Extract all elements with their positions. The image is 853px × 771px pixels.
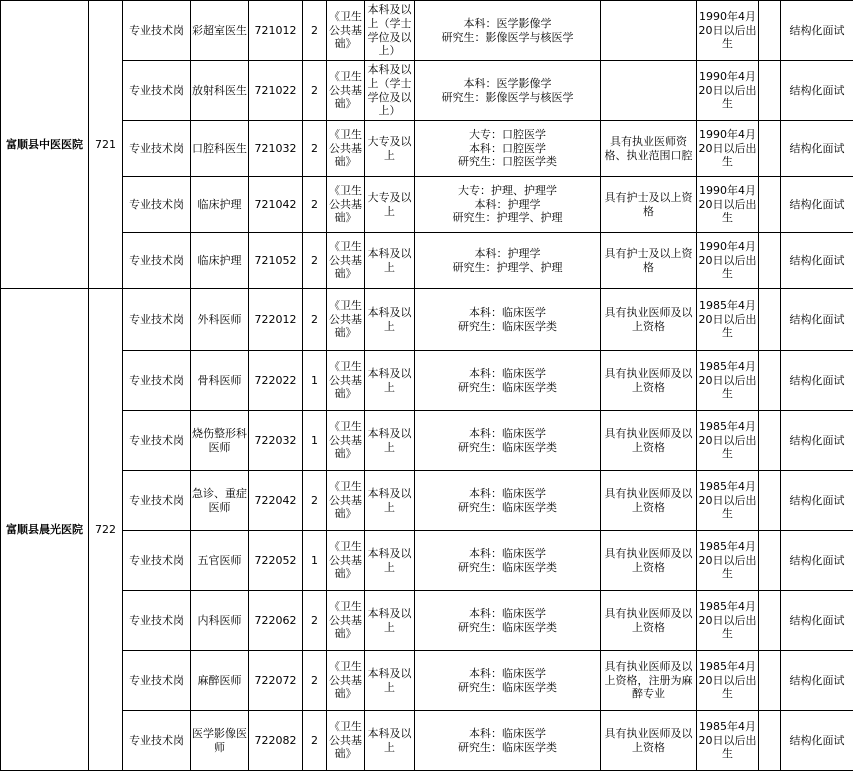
cell-hire-count: 2 — [303, 61, 327, 121]
cell-other-requirement: 具有执业医师及以上资格 — [601, 351, 697, 411]
cell-interview-method: 结构化面试 — [781, 471, 853, 531]
cell-interview-method: 结构化面试 — [781, 711, 853, 771]
cell-exam-subject: 《卫生公共基础》 — [327, 591, 365, 651]
table-row — [1, 591, 853, 651]
cell-education-requirement: 本科及以上 — [365, 591, 415, 651]
cell-interview-method: 结构化面试 — [781, 289, 853, 351]
cell-exam-subject: 《卫生公共基础》 — [327, 233, 365, 289]
cell-age-requirement: 1990年4月20日以后出生 — [697, 1, 759, 61]
cell-age-requirement: 1985年4月20日以后出生 — [697, 651, 759, 711]
cell-post-name: 临床护理 — [191, 177, 249, 233]
cell-age-requirement: 1985年4月20日以后出生 — [697, 471, 759, 531]
cell-post-category: 专业技术岗 — [123, 411, 191, 471]
cell-education-requirement: 本科及以上 — [365, 351, 415, 411]
cell-age-requirement: 1985年4月20日以后出生 — [697, 411, 759, 471]
cell-post-name: 彩超室医生 — [191, 1, 249, 61]
cell-education-requirement: 本科及以上 — [365, 289, 415, 351]
cell-interview-method: 结构化面试 — [781, 351, 853, 411]
cell-education-requirement: 本科及以上（学士学位及以上） — [365, 61, 415, 121]
cell-organization-code: 722 — [89, 289, 123, 771]
cell-post-code: 721052 — [249, 233, 303, 289]
cell-interview-method: 结构化面试 — [781, 1, 853, 61]
cell-interview-method: 结构化面试 — [781, 651, 853, 711]
cell-blank — [759, 651, 781, 711]
table-row — [1, 411, 853, 471]
cell-education-requirement: 大专及以上 — [365, 177, 415, 233]
cell-post-name: 急诊、重症医师 — [191, 471, 249, 531]
cell-age-requirement: 1985年4月20日以后出生 — [697, 351, 759, 411]
cell-hire-count: 2 — [303, 1, 327, 61]
cell-blank — [759, 177, 781, 233]
cell-education-requirement: 大专及以上 — [365, 121, 415, 177]
cell-hire-count: 2 — [303, 233, 327, 289]
cell-interview-method: 结构化面试 — [781, 121, 853, 177]
cell-post-name: 医学影像医师 — [191, 711, 249, 771]
cell-post-category: 专业技术岗 — [123, 121, 191, 177]
table-row — [1, 233, 853, 289]
cell-other-requirement: 具有执业医师及以上资格 — [601, 471, 697, 531]
cell-post-code: 721032 — [249, 121, 303, 177]
cell-hire-count: 2 — [303, 121, 327, 177]
cell-blank — [759, 411, 781, 471]
cell-age-requirement: 1990年4月20日以后出生 — [697, 121, 759, 177]
cell-post-code: 722012 — [249, 289, 303, 351]
cell-other-requirement: 具有执业医师及以上资格 — [601, 591, 697, 651]
cell-post-category: 专业技术岗 — [123, 1, 191, 61]
cell-hire-count: 1 — [303, 351, 327, 411]
cell-education-requirement: 本科及以上 — [365, 711, 415, 771]
cell-major-requirement: 本科：临床医学 研究生：临床医学类 — [415, 711, 601, 771]
cell-post-category: 专业技术岗 — [123, 471, 191, 531]
cell-organization: 富顺县晨光医院 — [1, 289, 89, 771]
cell-other-requirement: 具有护士及以上资格 — [601, 233, 697, 289]
cell-post-code: 721012 — [249, 1, 303, 61]
cell-post-category: 专业技术岗 — [123, 651, 191, 711]
cell-interview-method: 结构化面试 — [781, 177, 853, 233]
cell-post-category: 专业技术岗 — [123, 177, 191, 233]
cell-exam-subject: 《卫生公共基础》 — [327, 531, 365, 591]
cell-age-requirement: 1990年4月20日以后出生 — [697, 177, 759, 233]
cell-post-name: 麻醉医师 — [191, 651, 249, 711]
cell-post-code: 722022 — [249, 351, 303, 411]
cell-education-requirement: 本科及以上（学士学位及以上） — [365, 1, 415, 61]
cell-blank — [759, 471, 781, 531]
cell-hire-count: 2 — [303, 711, 327, 771]
cell-major-requirement: 本科：临床医学 研究生：临床医学类 — [415, 351, 601, 411]
cell-age-requirement: 1985年4月20日以后出生 — [697, 289, 759, 351]
table-row — [1, 711, 853, 771]
cell-hire-count: 1 — [303, 411, 327, 471]
cell-post-name: 烧伤整形科医师 — [191, 411, 249, 471]
cell-organization-code: 721 — [89, 1, 123, 289]
cell-hire-count: 1 — [303, 531, 327, 591]
cell-post-name: 外科医师 — [191, 289, 249, 351]
cell-age-requirement: 1985年4月20日以后出生 — [697, 531, 759, 591]
cell-major-requirement: 本科：临床医学 研究生：临床医学类 — [415, 289, 601, 351]
cell-age-requirement: 1990年4月20日以后出生 — [697, 61, 759, 121]
cell-age-requirement: 1990年4月20日以后出生 — [697, 233, 759, 289]
cell-major-requirement: 本科：护理学 研究生：护理学、护理 — [415, 233, 601, 289]
cell-post-code: 722082 — [249, 711, 303, 771]
cell-interview-method: 结构化面试 — [781, 531, 853, 591]
cell-post-category: 专业技术岗 — [123, 351, 191, 411]
cell-post-name: 五官医师 — [191, 531, 249, 591]
cell-exam-subject: 《卫生公共基础》 — [327, 121, 365, 177]
cell-post-code: 722042 — [249, 471, 303, 531]
cell-post-category: 专业技术岗 — [123, 233, 191, 289]
cell-major-requirement: 本科：临床医学 研究生：临床医学类 — [415, 591, 601, 651]
cell-post-code: 722062 — [249, 591, 303, 651]
cell-major-requirement: 本科：临床医学 研究生：临床医学类 — [415, 411, 601, 471]
cell-post-category: 专业技术岗 — [123, 591, 191, 651]
table-row — [1, 121, 853, 177]
table-row — [1, 651, 853, 711]
cell-age-requirement: 1985年4月20日以后出生 — [697, 591, 759, 651]
cell-blank — [759, 591, 781, 651]
cell-hire-count: 2 — [303, 471, 327, 531]
cell-post-name: 放射科医生 — [191, 61, 249, 121]
cell-major-requirement: 大专：口腔医学 本科：口腔医学 研究生：口腔医学类 — [415, 121, 601, 177]
cell-post-code: 721042 — [249, 177, 303, 233]
cell-post-category: 专业技术岗 — [123, 61, 191, 121]
cell-exam-subject: 《卫生公共基础》 — [327, 711, 365, 771]
cell-post-name: 骨科医师 — [191, 351, 249, 411]
cell-education-requirement: 本科及以上 — [365, 233, 415, 289]
cell-blank — [759, 1, 781, 61]
cell-exam-subject: 《卫生公共基础》 — [327, 177, 365, 233]
cell-post-code: 722072 — [249, 651, 303, 711]
cell-major-requirement: 本科：医学影像学 研究生：影像医学与核医学 — [415, 61, 601, 121]
cell-other-requirement: 具有执业医师及以上资格 — [601, 711, 697, 771]
cell-major-requirement: 本科：临床医学 研究生：临床医学类 — [415, 531, 601, 591]
cell-exam-subject: 《卫生公共基础》 — [327, 651, 365, 711]
cell-exam-subject: 《卫生公共基础》 — [327, 351, 365, 411]
table-row — [1, 177, 853, 233]
cell-post-name: 口腔科医生 — [191, 121, 249, 177]
cell-exam-subject: 《卫生公共基础》 — [327, 61, 365, 121]
table-row — [1, 351, 853, 411]
cell-post-category: 专业技术岗 — [123, 289, 191, 351]
cell-other-requirement: 具有执业医师资格、执业范围口腔 — [601, 121, 697, 177]
cell-other-requirement: 具有护士及以上资格 — [601, 177, 697, 233]
cell-exam-subject: 《卫生公共基础》 — [327, 289, 365, 351]
cell-other-requirement — [601, 61, 697, 121]
cell-interview-method: 结构化面试 — [781, 233, 853, 289]
cell-blank — [759, 61, 781, 121]
cell-other-requirement: 具有执业医师及以上资格，注册为麻醉专业 — [601, 651, 697, 711]
cell-other-requirement: 具有执业医师及以上资格 — [601, 411, 697, 471]
cell-other-requirement: 具有执业医师及以上资格 — [601, 289, 697, 351]
cell-organization: 富顺县中医医院 — [1, 1, 89, 289]
cell-other-requirement: 具有执业医师及以上资格 — [601, 531, 697, 591]
table-row — [1, 61, 853, 121]
table-row — [1, 1, 853, 61]
cell-post-code: 722052 — [249, 531, 303, 591]
cell-hire-count: 2 — [303, 177, 327, 233]
cell-hire-count: 2 — [303, 591, 327, 651]
cell-post-name: 内科医师 — [191, 591, 249, 651]
cell-education-requirement: 本科及以上 — [365, 471, 415, 531]
cell-post-category: 专业技术岗 — [123, 531, 191, 591]
table-row — [1, 289, 853, 351]
cell-major-requirement: 本科：临床医学 研究生：临床医学类 — [415, 471, 601, 531]
cell-other-requirement — [601, 1, 697, 61]
cell-post-category: 专业技术岗 — [123, 711, 191, 771]
cell-hire-count: 2 — [303, 651, 327, 711]
cell-blank — [759, 289, 781, 351]
cell-hire-count: 2 — [303, 289, 327, 351]
cell-major-requirement: 大专：护理、护理学 本科：护理学 研究生：护理学、护理 — [415, 177, 601, 233]
table-row — [1, 471, 853, 531]
cell-exam-subject: 《卫生公共基础》 — [327, 1, 365, 61]
cell-interview-method: 结构化面试 — [781, 411, 853, 471]
cell-post-code: 722032 — [249, 411, 303, 471]
table-row — [1, 531, 853, 591]
cell-blank — [759, 531, 781, 591]
cell-blank — [759, 711, 781, 771]
cell-interview-method: 结构化面试 — [781, 591, 853, 651]
cell-major-requirement: 本科：医学影像学 研究生：影像医学与核医学 — [415, 1, 601, 61]
cell-post-name: 临床护理 — [191, 233, 249, 289]
cell-interview-method: 结构化面试 — [781, 61, 853, 121]
cell-education-requirement: 本科及以上 — [365, 411, 415, 471]
cell-blank — [759, 351, 781, 411]
cell-blank — [759, 233, 781, 289]
cell-post-code: 721022 — [249, 61, 303, 121]
cell-exam-subject: 《卫生公共基础》 — [327, 471, 365, 531]
cell-education-requirement: 本科及以上 — [365, 651, 415, 711]
cell-age-requirement: 1985年4月20日以后出生 — [697, 711, 759, 771]
cell-exam-subject: 《卫生公共基础》 — [327, 411, 365, 471]
cell-education-requirement: 本科及以上 — [365, 531, 415, 591]
cell-major-requirement: 本科：临床医学 研究生：临床医学类 — [415, 651, 601, 711]
cell-blank — [759, 121, 781, 177]
table-body — [1, 1, 853, 771]
